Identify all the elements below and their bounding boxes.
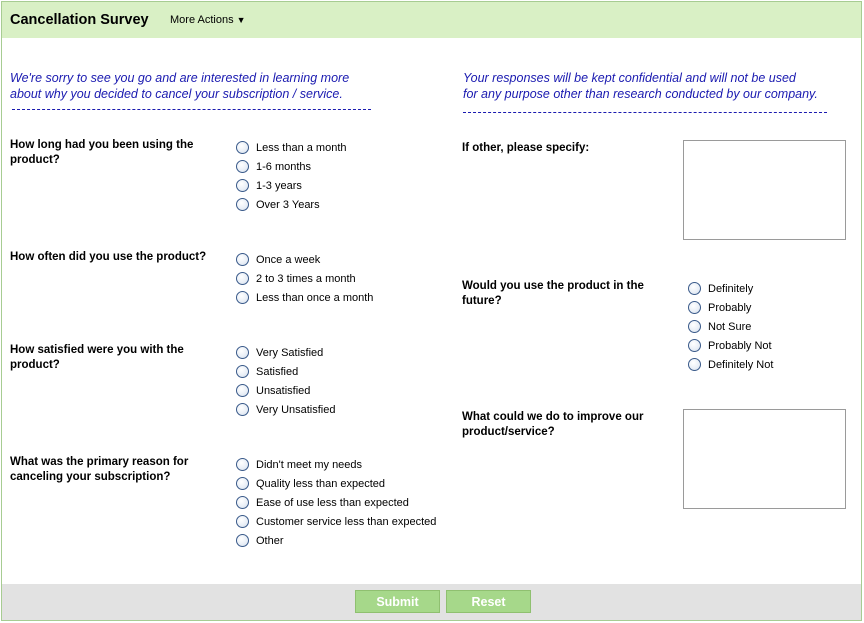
improvement-textarea[interactable] bbox=[683, 409, 846, 509]
radio-option[interactable]: Very Satisfied bbox=[236, 343, 323, 362]
page-title: Cancellation Survey bbox=[10, 12, 149, 28]
radio-button[interactable] bbox=[236, 458, 249, 471]
radio-option[interactable]: Probably Not bbox=[688, 336, 772, 355]
radio-option[interactable]: Less than once a month bbox=[236, 288, 373, 307]
more-actions-menu[interactable] bbox=[170, 14, 246, 26]
radio-option[interactable]: Other bbox=[236, 531, 284, 550]
radio-button[interactable] bbox=[236, 534, 249, 547]
radio-option[interactable]: Definitely Not bbox=[688, 355, 773, 374]
question-usage-duration: How long had you been using the product? bbox=[10, 139, 194, 166]
question-usage-frequency: How often did you use the product? bbox=[10, 251, 207, 263]
radio-option[interactable]: Unsatisfied bbox=[236, 381, 310, 400]
radio-button[interactable] bbox=[236, 496, 249, 509]
radio-option[interactable]: Very Unsatisfied bbox=[236, 400, 335, 419]
question-cancel-reason: What was the primary reason for canceling your subscription? bbox=[10, 456, 189, 483]
radio-button[interactable] bbox=[236, 403, 249, 416]
submit-button[interactable]: Submit bbox=[355, 590, 440, 613]
caret-down-icon: ▼ bbox=[236, 15, 246, 25]
radio-option[interactable]: Ease of use less than expected bbox=[236, 493, 409, 512]
more-actions-label: More Actions bbox=[170, 14, 234, 26]
divider-right bbox=[463, 112, 827, 113]
radio-button[interactable] bbox=[236, 198, 249, 211]
radio-option[interactable]: Not Sure bbox=[688, 317, 751, 336]
reset-button[interactable]: Reset bbox=[446, 590, 531, 613]
radio-option[interactable]: 1-6 months bbox=[236, 157, 311, 176]
question-other-specify: If other, please specify: bbox=[462, 142, 590, 154]
radio-button[interactable] bbox=[688, 358, 701, 371]
radio-option[interactable]: 2 to 3 times a month bbox=[236, 269, 356, 288]
intro-left: We're sorry to see you go and are interested in learning more about why you decided to cancel your subscription / service. bbox=[10, 71, 350, 101]
radio-option[interactable]: Didn't meet my needs bbox=[236, 455, 362, 474]
radio-button[interactable] bbox=[236, 477, 249, 490]
survey-panel bbox=[1, 1, 862, 621]
radio-button[interactable] bbox=[236, 179, 249, 192]
footer-bar bbox=[2, 584, 861, 620]
radio-button[interactable] bbox=[688, 320, 701, 333]
radio-option[interactable]: Customer service less than expected bbox=[236, 512, 436, 531]
radio-button[interactable] bbox=[236, 160, 249, 173]
radio-option[interactable]: Probably bbox=[688, 298, 751, 317]
question-improvement: What could we do to improve our product/service? bbox=[462, 411, 644, 438]
radio-option[interactable]: 1-3 years bbox=[236, 176, 302, 195]
radio-option[interactable]: Satisfied bbox=[236, 362, 298, 381]
radio-button[interactable] bbox=[236, 272, 249, 285]
radio-button[interactable] bbox=[236, 384, 249, 397]
radio-button[interactable] bbox=[236, 346, 249, 359]
radio-button[interactable] bbox=[236, 291, 249, 304]
radio-button[interactable] bbox=[688, 301, 701, 314]
radio-option[interactable]: Over 3 Years bbox=[236, 195, 320, 214]
radio-option[interactable]: Definitely bbox=[688, 279, 753, 298]
radio-button[interactable] bbox=[236, 515, 249, 528]
divider-left bbox=[12, 109, 371, 110]
radio-button[interactable] bbox=[236, 141, 249, 154]
question-future-use: Would you use the product in the future? bbox=[462, 280, 644, 307]
radio-option[interactable]: Quality less than expected bbox=[236, 474, 385, 493]
radio-button[interactable] bbox=[688, 339, 701, 352]
question-satisfaction: How satisfied were you with the product? bbox=[10, 344, 184, 371]
header-bar bbox=[2, 2, 861, 38]
radio-button[interactable] bbox=[688, 282, 701, 295]
other-reason-textarea[interactable] bbox=[683, 140, 846, 240]
radio-button[interactable] bbox=[236, 253, 249, 266]
radio-button[interactable] bbox=[236, 365, 249, 378]
intro-right: Your responses will be kept confidential and will not be used for any purpose other than research conducted by our company. bbox=[463, 71, 818, 101]
radio-option[interactable]: Less than a month bbox=[236, 138, 347, 157]
radio-option[interactable]: Once a week bbox=[236, 250, 320, 269]
